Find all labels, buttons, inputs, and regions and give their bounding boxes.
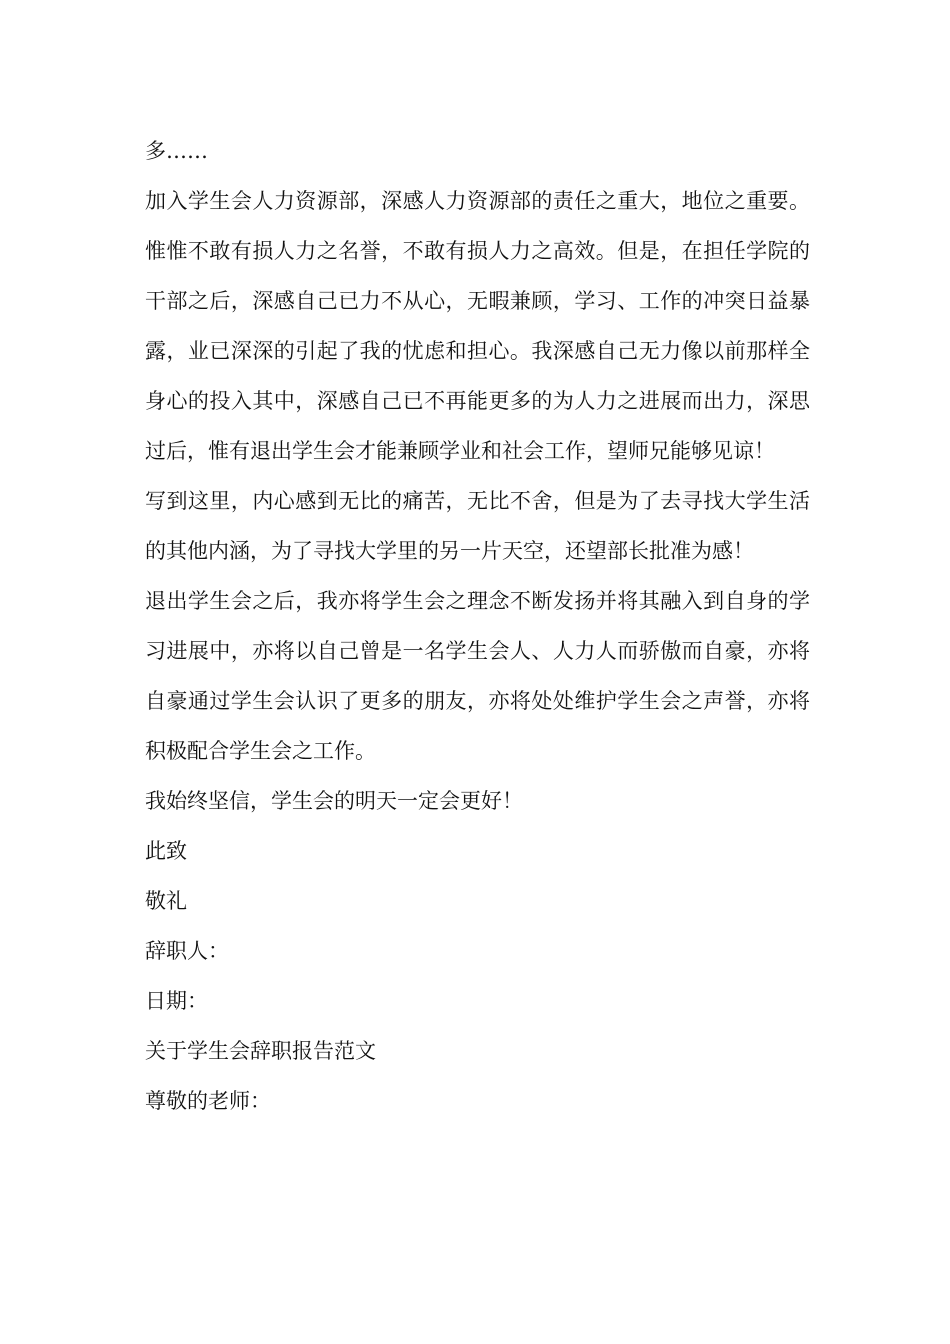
section-title: 关于学生会辞职报告范文 (145, 1039, 376, 1063)
greeting-line: 尊敬的老师： (145, 1089, 271, 1113)
paragraph-resignation-reason: 加入学生会人力资源部，深感人力资源部的责任之重大，地位之重要。惟惟不敢有损人力之名誉，不敢有损人力之高效。但是，在担任学院的干部之后，深感自己已力不从心，无暇兼顾，学习、工作的冲突日益暴露，业已深深的引起了我的忧虑和担心。我深感自己无力像以前那样全身心的投入其中，深感自己已不再能更多的为人力之进展而出力，深思过后，惟有退出学生会才能兼顾学业和社会工作，望师兄能够见谅！ (145, 189, 810, 463)
paragraph-feelings: 写到这里，内心感到无比的痛苦，无比不舍，但是为了去寻找大学生活的其他内涵，为了寻找大学里的另一片天空，还望部长批准为感！ (145, 489, 810, 563)
paragraph-commitment: 退出学生会之后，我亦将学生会之理念不断发扬并将其融入到自身的学习进展中，亦将以自己曾是一名学生会人、人力人而骄傲而自豪，亦将自豪通过学生会认识了更多的朋友，亦将处处维护学生会之声誉，亦将积极配合学生会之工作。 (145, 589, 810, 763)
date-line: 日期： (145, 989, 208, 1013)
signature-line: 辞职人： (145, 939, 229, 963)
closing-regards: 敬礼 (145, 889, 187, 913)
paragraph-belief: 我始终坚信，学生会的明天一定会更好！ (145, 789, 523, 813)
closing-salutation: 此致 (145, 839, 187, 863)
document-body (145, 126, 810, 1126)
paragraph-continuation: 多…… (145, 139, 208, 163)
